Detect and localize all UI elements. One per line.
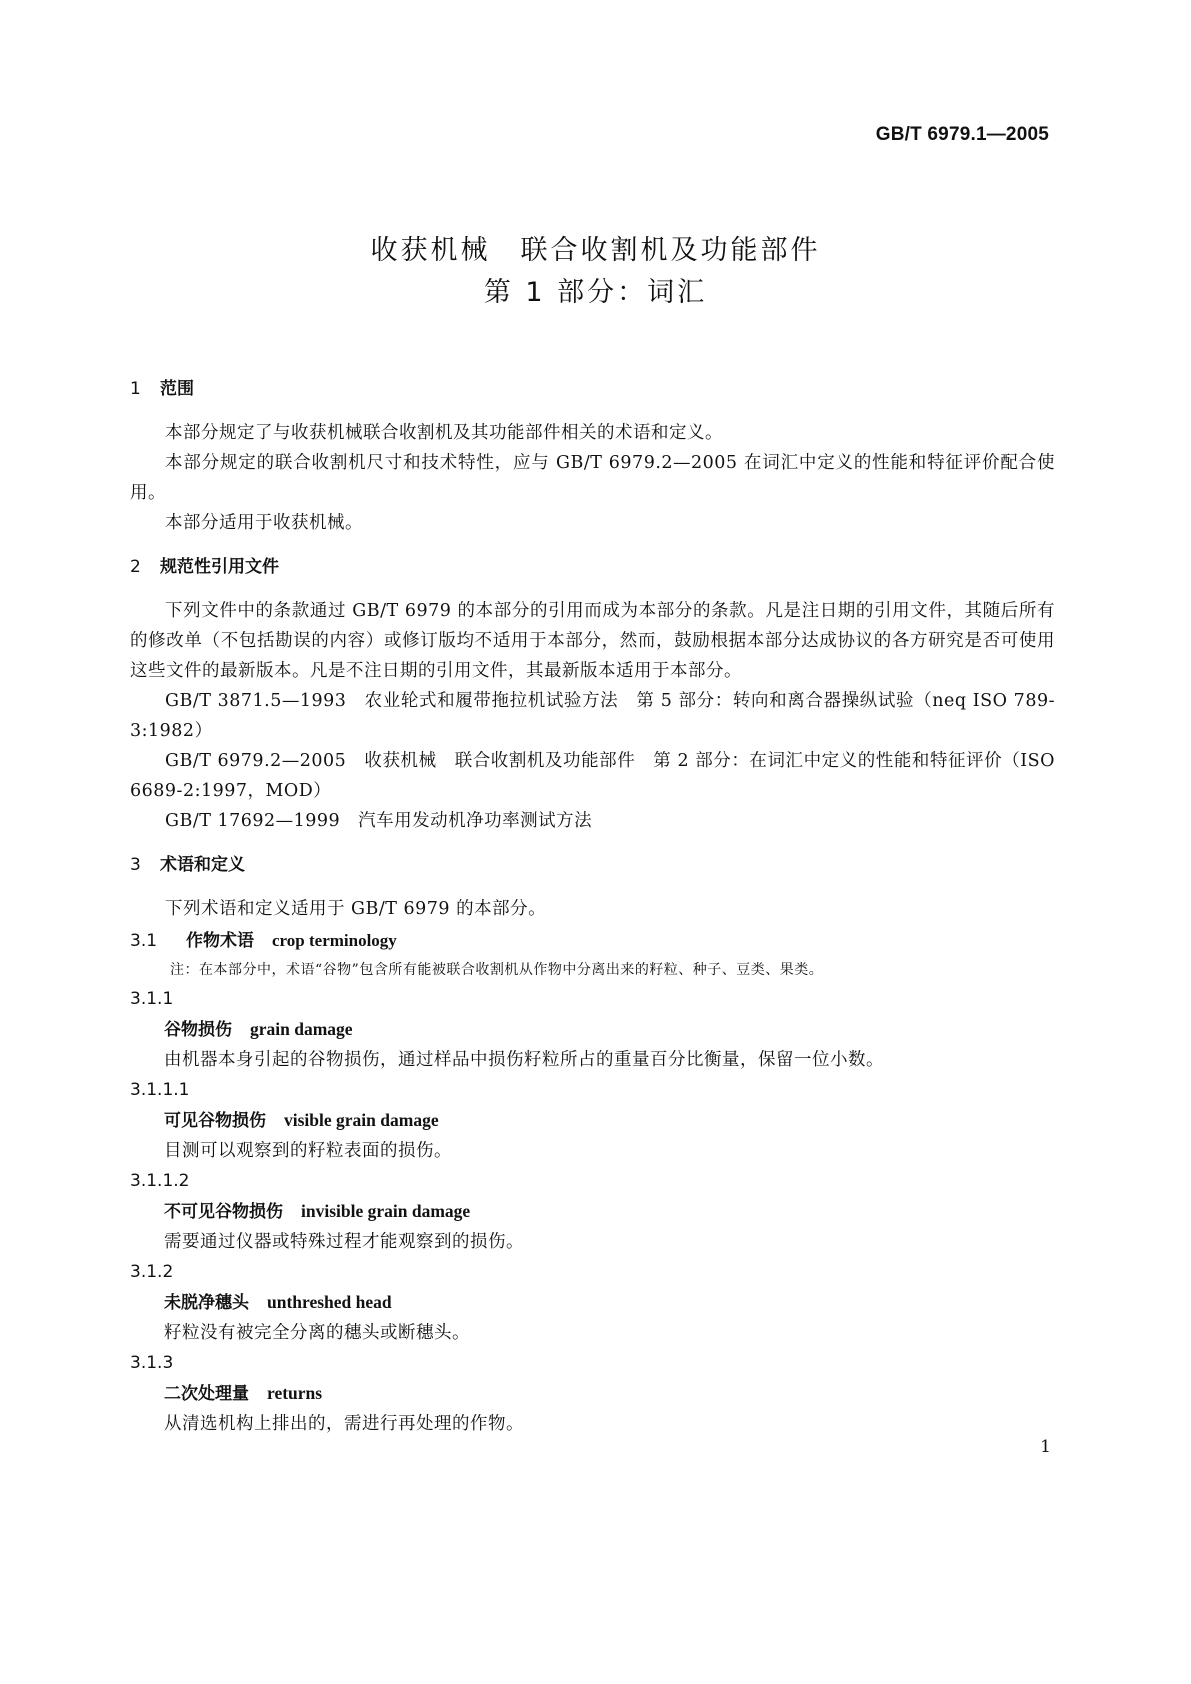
term-zh: 二次处理量 [164, 1384, 249, 1404]
term-entry [130, 1166, 1055, 1257]
term-en: grain damage [250, 1019, 353, 1039]
term-code: 3.1.1.1 [130, 1080, 190, 1100]
subsection-title-zh: 作物术语 [186, 931, 254, 951]
page-number: 1 [1040, 1437, 1051, 1457]
section-1-heading [130, 374, 1055, 404]
term-en: visible grain damage [284, 1110, 439, 1130]
paragraph: 本部分规定了与收获机械联合收割机及其功能部件相关的术语和定义。 [165, 423, 723, 443]
term-definition: 需要通过仪器或特殊过程才能观察到的损伤。 [164, 1232, 524, 1252]
term-en: returns [267, 1383, 323, 1403]
term-definition: 从清选机构上排出的，需进行再处理的作物。 [164, 1414, 524, 1434]
term-code: 3.1.3 [130, 1353, 174, 1373]
paragraph: 本部分规定的联合收割机尺寸和技术特性，应与 GB/T 6979.2—2005 在词汇中定义的性能和特征评价配合使用。 [130, 453, 1055, 503]
normative-reference: GB/T 3871.5—1993 农业轮式和履带拖拉机试验方法 第 5 部分：转向和离合器操纵试验（neq ISO 789-3:1982） [130, 691, 1055, 741]
note: 注：在本部分中，术语“谷物”包含所有能被联合收割机从作物中分离出来的籽粒、种子、豆类、果类。 [170, 962, 824, 978]
section-number: 1 [130, 379, 141, 399]
document-title: 收获机械 联合收割机及功能部件 [370, 235, 821, 266]
document-body [130, 374, 1055, 1439]
term-zh: 不可见谷物损伤 [164, 1202, 283, 1222]
subsection-3-1-heading [130, 926, 1055, 956]
term-en: invisible grain damage [301, 1201, 471, 1221]
section-title: 范围 [160, 379, 194, 399]
section-title: 术语和定义 [160, 855, 245, 875]
term-title [164, 1287, 1055, 1318]
paragraph: 下列文件中的条款通过 GB/T 6979 的本部分的引用而成为本部分的条款。凡是注日期的引用文件，其随后所有的修改单（不包括勘误的内容）或修订版均不适用于本部分，然而，鼓励根据本部分达成协议的各方研究是否可使用这些文件的最新版本。凡是不注日期的引用文件，其最新版本适用于本部分。 [130, 601, 1055, 681]
term-code: 3.1.1.2 [130, 1171, 190, 1191]
term-zh: 可见谷物损伤 [164, 1111, 266, 1131]
term-code: 3.1.1 [130, 989, 174, 1009]
term-title [164, 1378, 1055, 1409]
subsection-title-en: crop terminology [272, 931, 397, 950]
subsection-number: 3.1 [130, 931, 158, 951]
section-number: 2 [130, 557, 141, 577]
term-code: 3.1.2 [130, 1262, 174, 1282]
normative-reference: GB/T 17692—1999 汽车用发动机净功率测试方法 [165, 811, 593, 831]
normative-reference: GB/T 6979.2—2005 收获机械 联合收割机及功能部件 第 2 部分：在词汇中定义的性能和特征评价（ISO 6689-2:1997，MOD） [130, 751, 1055, 801]
section-2-heading [130, 552, 1055, 582]
term-entry [130, 1075, 1055, 1166]
paragraph: 本部分适用于收获机械。 [165, 513, 363, 533]
term-title [164, 1105, 1055, 1136]
term-en: unthreshed head [267, 1292, 392, 1312]
standard-number: GB/T 6979.1—2005 [875, 124, 1049, 145]
term-definition: 由机器本身引起的谷物损伤，通过样品中损伤籽粒所占的重量百分比衡量，保留一位小数。 [164, 1050, 884, 1070]
term-title [164, 1196, 1055, 1227]
term-entry [130, 1257, 1055, 1348]
term-entry [130, 1348, 1055, 1439]
section-title: 规范性引用文件 [160, 557, 279, 577]
term-definition: 籽粒没有被完全分离的穗头或断穗头。 [164, 1323, 470, 1343]
section-number: 3 [130, 855, 141, 875]
term-zh: 未脱净穗头 [164, 1293, 249, 1313]
term-zh: 谷物损伤 [164, 1020, 232, 1040]
term-entry [130, 984, 1055, 1075]
term-title [164, 1014, 1055, 1045]
section-3-heading [130, 850, 1055, 880]
document-subtitle: 第 1 部分：词汇 [483, 277, 708, 308]
paragraph: 下列术语和定义适用于 GB/T 6979 的本部分。 [165, 899, 547, 919]
term-definition: 目测可以观察到的籽粒表面的损伤。 [164, 1141, 452, 1161]
